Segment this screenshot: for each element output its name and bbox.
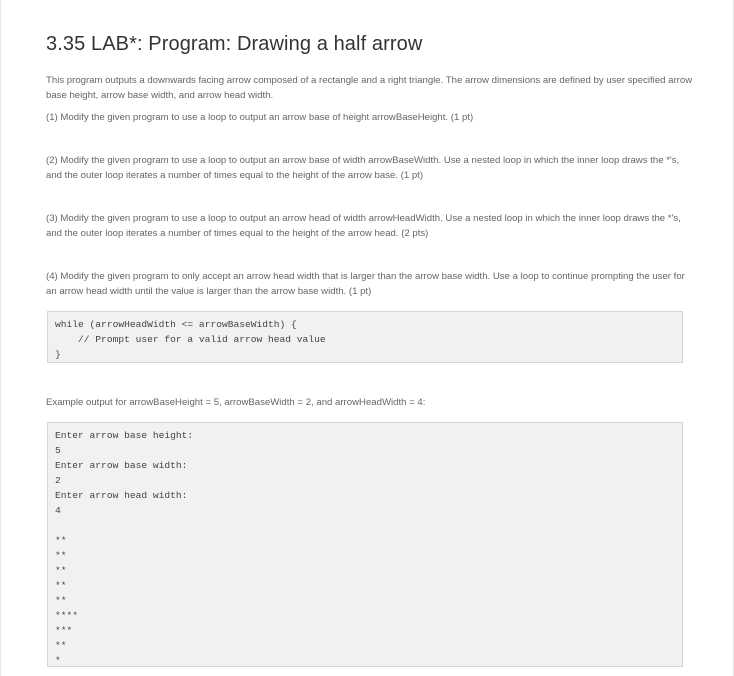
output-line: ** bbox=[55, 565, 67, 576]
code-snippet-block bbox=[47, 311, 683, 363]
output-line: ** bbox=[55, 550, 67, 561]
output-line: 2 bbox=[55, 475, 61, 486]
output-line: ** bbox=[55, 595, 67, 606]
output-line: *** bbox=[55, 625, 73, 636]
output-line: Enter arrow base height: bbox=[55, 430, 194, 441]
intro-paragraph: This program outputs a downwards facing arrow composed of a rectangle and a right triangle. The arrow dimensions are defined by user specified arrow base height, arrow base width, and arrow head width. bbox=[46, 75, 693, 101]
output-line: Enter arrow base width: bbox=[55, 460, 188, 471]
output-line: **** bbox=[55, 610, 79, 621]
step-2-text: (2) Modify the given program to use a loop to output an arrow base of width arrowBaseWidth. Use a nested loop in which the inner loop draws the *'s, and the outer loop iterates a number of times equal to the height of the arrow base. (1 pt) bbox=[46, 155, 680, 181]
page-title: 3.35 LAB*: Program: Drawing a half arrow bbox=[46, 33, 423, 55]
output-line bbox=[55, 518, 675, 533]
step-1-text: (1) Modify the given program to use a loop to output an arrow base of height arrowBaseHeight. (1 pt) bbox=[46, 112, 474, 123]
output-line: 5 bbox=[55, 445, 61, 456]
example-output-block bbox=[47, 422, 683, 667]
output-line: * bbox=[55, 655, 61, 666]
step-3-text: (3) Modify the given program to use a loop to output an arrow head of width arrowHeadWidth. Use a nested loop in which the inner loop draws the *'s, and the outer loop iterates a number of times equal to the height of the arrow head. (2 pts) bbox=[46, 213, 681, 239]
example-intro-text: Example output for arrowBaseHeight = 5, arrowBaseWidth = 2, and arrowHeadWidth = 4: bbox=[46, 397, 426, 408]
step-4-text: (4) Modify the given program to only accept an arrow head width that is larger than the arrow base width. Use a loop to continue prompting the user for an arrow head width until the value is larger than the arrow base width. (1 pt) bbox=[46, 271, 685, 297]
output-line: ** bbox=[55, 535, 67, 546]
output-line: 4 bbox=[55, 505, 61, 516]
output-line: Enter arrow head width: bbox=[55, 490, 188, 501]
code-line: } bbox=[55, 349, 61, 360]
code-line: while (arrowHeadWidth <= arrowBaseWidth) { bbox=[55, 319, 297, 330]
output-line: ** bbox=[55, 580, 67, 591]
code-line: // Prompt user for a valid arrow head value bbox=[55, 334, 326, 345]
output-line: ** bbox=[55, 640, 67, 651]
